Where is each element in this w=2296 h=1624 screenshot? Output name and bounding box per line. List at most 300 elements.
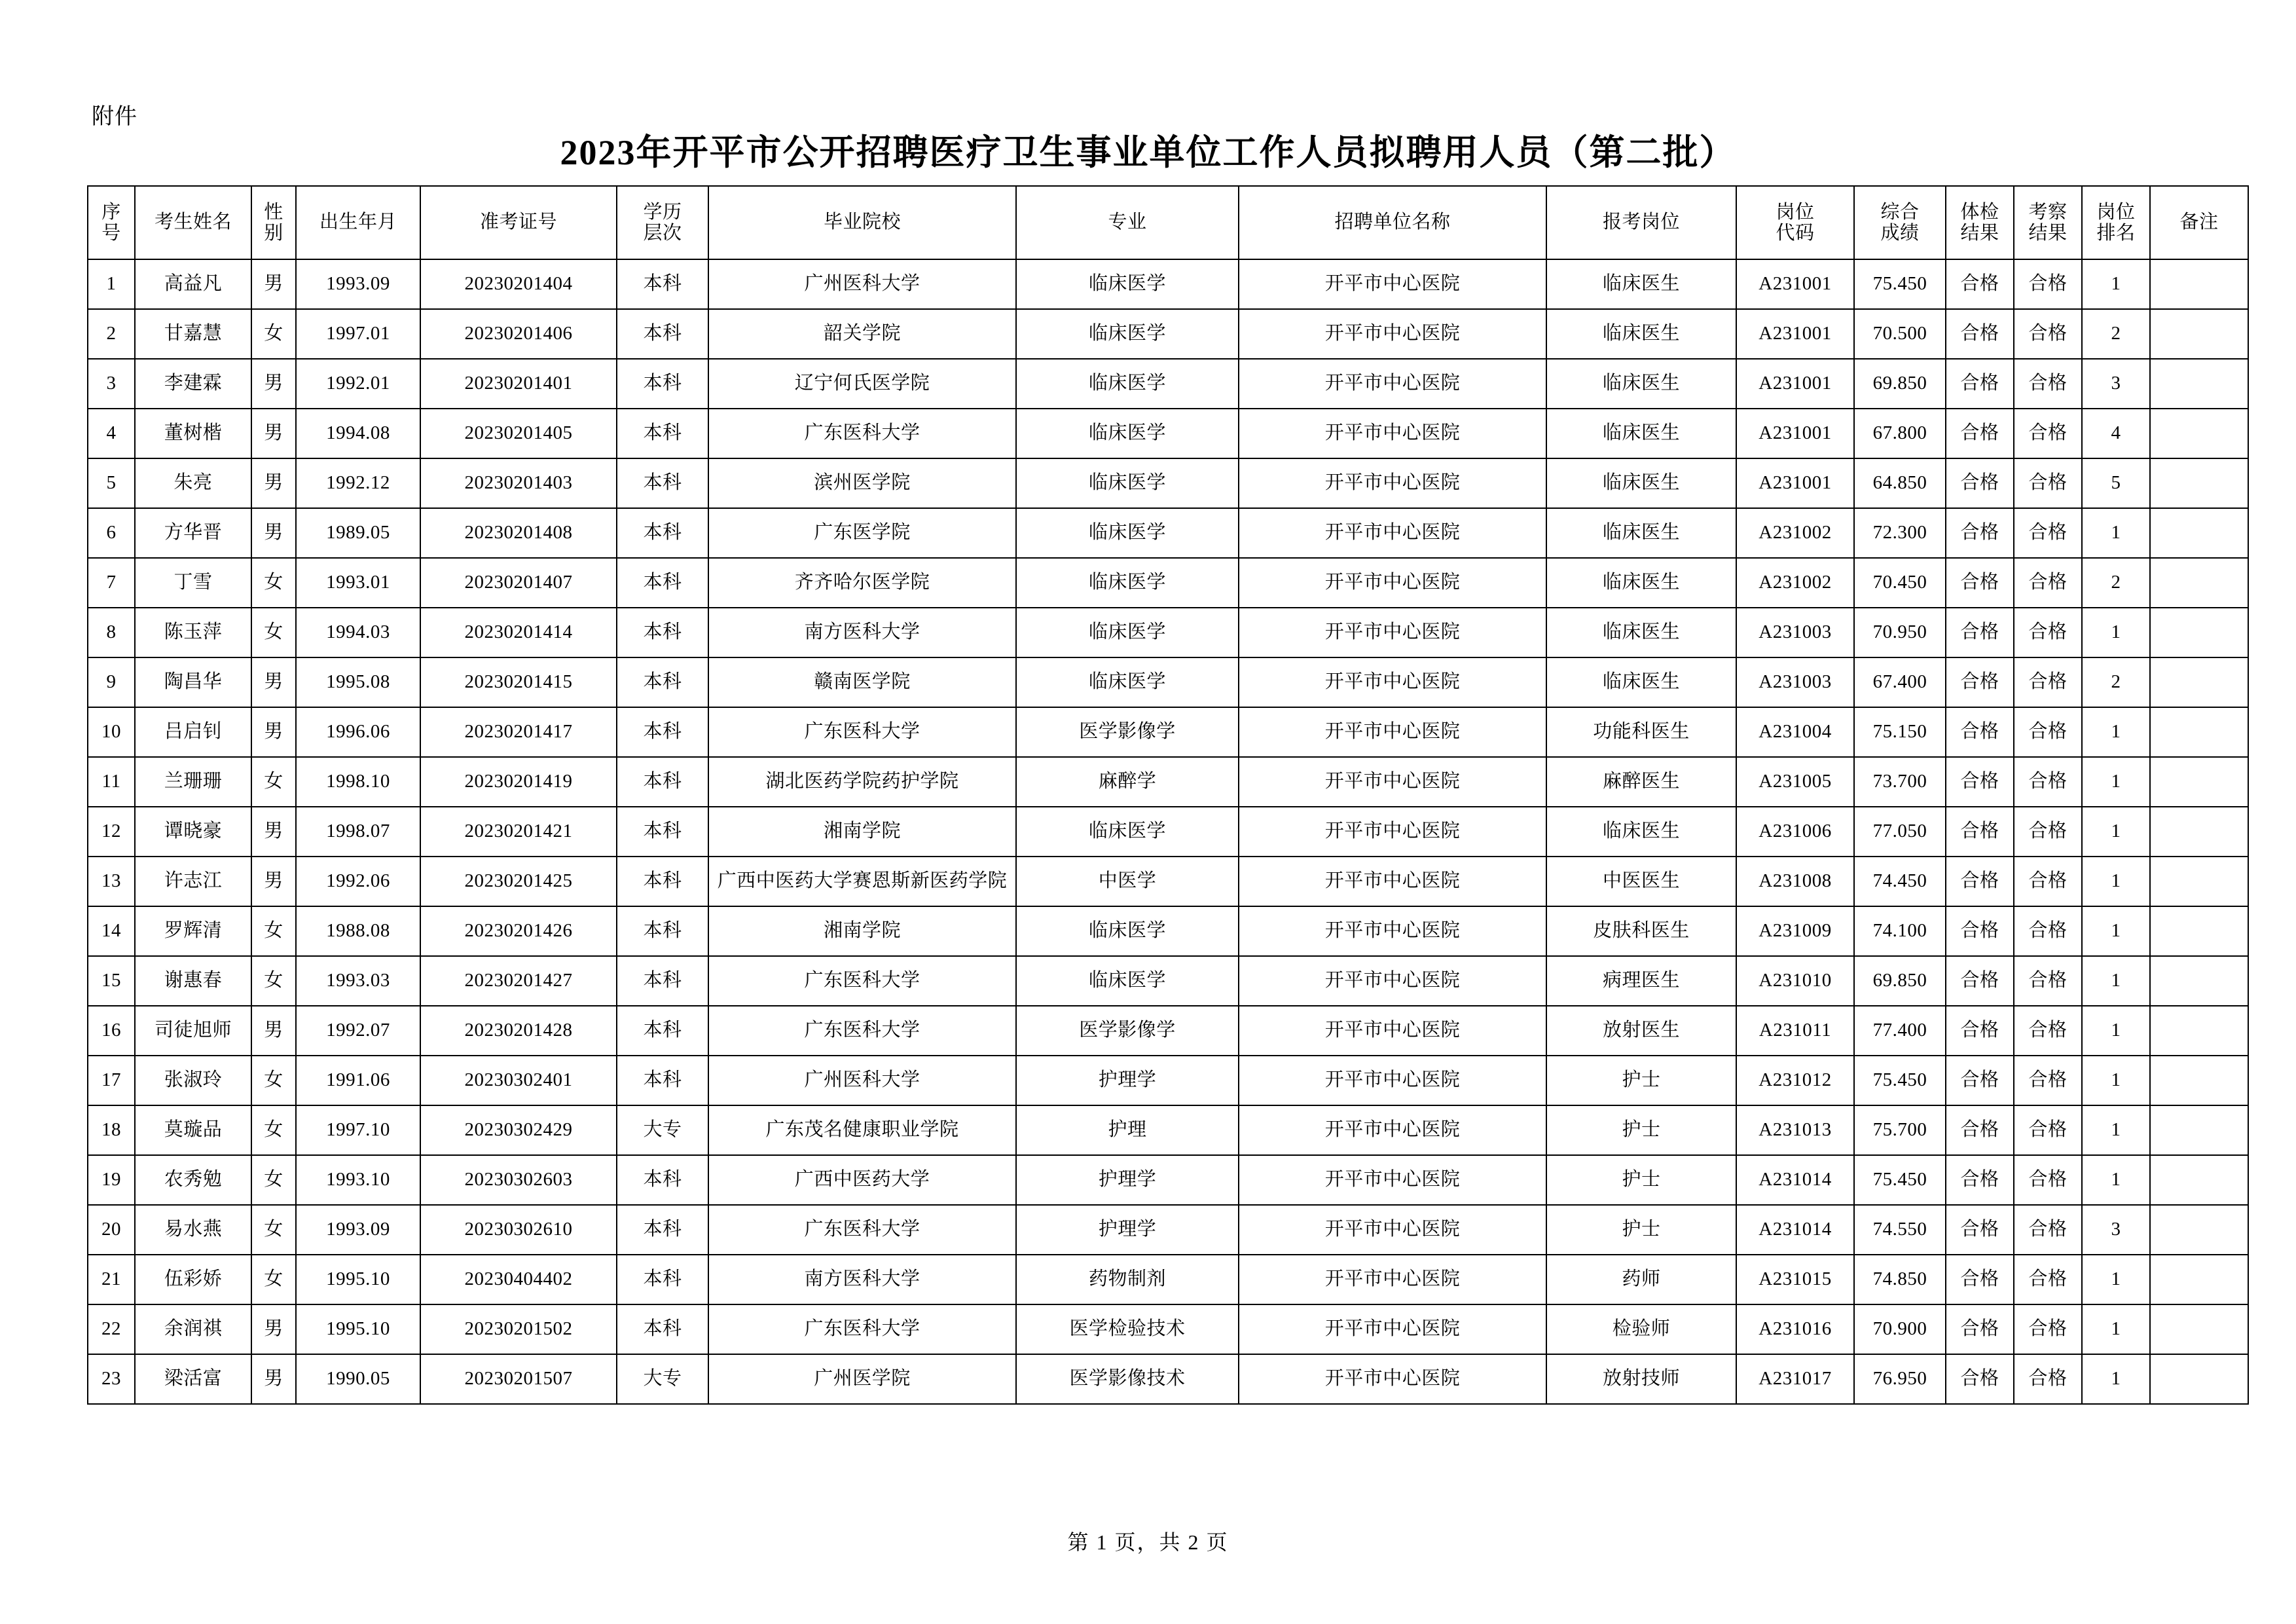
cell-education (617, 1105, 708, 1155)
cell-school (708, 657, 1016, 707)
cell-exam-number (420, 1255, 617, 1304)
cell-major (1016, 608, 1239, 657)
cell-post-code-text: A231011 (1758, 1020, 1832, 1041)
cell-score (1854, 1155, 1946, 1205)
cell-post-code (1736, 906, 1854, 956)
cell-rank-text: 1 (2111, 920, 2121, 942)
column-header-education (617, 186, 708, 259)
cell-inspection (2014, 1304, 2082, 1354)
cell-index-text: 16 (101, 1020, 121, 1041)
cell-index (88, 757, 135, 807)
cell-physical-text: 合格 (1960, 1268, 1999, 1290)
cell-score (1854, 608, 1946, 657)
cell-index-text: 18 (101, 1119, 121, 1141)
cell-post-text: 中医医生 (1602, 870, 1680, 892)
cell-unit (1239, 1304, 1546, 1354)
cell-name-text: 李建霖 (164, 373, 223, 394)
cell-major-text: 医学影像技术 (1069, 1368, 1186, 1390)
cell-physical (1946, 1155, 2014, 1205)
cell-sex-text: 女 (264, 1268, 283, 1290)
cell-score-text: 67.800 (1872, 422, 1927, 444)
cell-birth (296, 359, 420, 409)
cell-score (1854, 458, 1946, 508)
table-body (88, 259, 2248, 1404)
cell-post-text: 护士 (1622, 1069, 1661, 1091)
cell-exam-number-text: 20230201403 (464, 472, 573, 494)
cell-inspection-text: 合格 (2028, 373, 2068, 394)
cell-post-text: 临床医生 (1602, 373, 1680, 394)
cell-exam-number-text: 20230201404 (464, 273, 573, 295)
cell-school (708, 409, 1016, 458)
cell-major (1016, 458, 1239, 508)
cell-physical-text: 合格 (1960, 621, 1999, 643)
cell-inspection-text: 合格 (2028, 273, 2068, 295)
cell-name-text: 方华晋 (164, 522, 223, 544)
column-header-post: 报考岗位 (1546, 186, 1736, 259)
cell-physical (1946, 458, 2014, 508)
cell-remark (2150, 956, 2248, 1006)
hiring-list-table (87, 185, 2249, 1405)
cell-unit (1239, 956, 1546, 1006)
cell-sex-text: 女 (264, 572, 283, 593)
cell-rank-text: 2 (2111, 572, 2121, 593)
column-header-index-line2: 号 (101, 223, 121, 244)
cell-education (617, 1255, 708, 1304)
column-header-rank (2082, 186, 2150, 259)
cell-score-text: 74.100 (1872, 920, 1927, 942)
cell-unit (1239, 757, 1546, 807)
cell-sex-text: 男 (264, 870, 283, 892)
cell-school (708, 1006, 1016, 1056)
cell-post (1546, 1304, 1736, 1354)
cell-score-text: 67.400 (1872, 671, 1927, 693)
cell-major-text: 麻醉学 (1098, 771, 1157, 792)
page-footer: 第 1 页，共 2 页 (1067, 1530, 1229, 1554)
cell-name (135, 1105, 251, 1155)
cell-rank (2082, 508, 2150, 558)
cell-score-text: 75.450 (1872, 1169, 1927, 1190)
cell-exam-number-text: 20230201405 (464, 422, 573, 444)
cell-rank (2082, 608, 2150, 657)
cell-birth-text: 1993.09 (326, 1219, 390, 1240)
cell-post-code-text: A231001 (1758, 422, 1832, 444)
cell-unit-text: 开平市中心医院 (1324, 771, 1461, 792)
cell-post (1546, 359, 1736, 409)
cell-inspection (2014, 259, 2082, 309)
cell-inspection-text: 合格 (2028, 572, 2068, 593)
cell-birth (296, 458, 420, 508)
cell-unit-text: 开平市中心医院 (1324, 572, 1461, 593)
cell-unit (1239, 458, 1546, 508)
cell-post-code (1736, 409, 1854, 458)
column-header-post-code (1736, 186, 1854, 259)
cell-rank (2082, 906, 2150, 956)
cell-birth-text: 1995.10 (326, 1268, 390, 1290)
cell-unit (1239, 1354, 1546, 1404)
cell-school (708, 1304, 1016, 1354)
cell-birth-text: 1995.08 (326, 671, 390, 693)
cell-school (708, 558, 1016, 608)
cell-exam-number (420, 608, 617, 657)
cell-exam-number-text: 20230404402 (464, 1268, 573, 1290)
cell-inspection-text: 合格 (2028, 1368, 2068, 1390)
cell-index-text: 9 (106, 671, 117, 693)
column-header-remark: 备注 (2150, 186, 2248, 259)
cell-name (135, 359, 251, 409)
cell-physical (1946, 259, 2014, 309)
cell-school (708, 1056, 1016, 1105)
cell-physical-text: 合格 (1960, 422, 1999, 444)
cell-birth (296, 707, 420, 757)
cell-remark (2150, 359, 2248, 409)
cell-inspection-text: 合格 (2028, 1219, 2068, 1240)
cell-index-text: 14 (101, 920, 121, 942)
cell-birth-text: 1995.10 (326, 1318, 390, 1340)
cell-education (617, 956, 708, 1006)
cell-inspection-text: 合格 (2028, 970, 2068, 991)
cell-education-text: 本科 (643, 970, 682, 991)
cell-index-text: 1 (106, 273, 117, 295)
cell-birth-text: 1988.08 (326, 920, 390, 942)
cell-education (617, 608, 708, 657)
cell-physical-text: 合格 (1960, 323, 1999, 344)
cell-inspection (2014, 309, 2082, 359)
cell-index-text: 2 (106, 323, 117, 344)
cell-name-text: 高益凡 (164, 273, 223, 295)
cell-major (1016, 707, 1239, 757)
cell-birth (296, 757, 420, 807)
table-row (88, 508, 2248, 558)
cell-post (1546, 807, 1736, 857)
cell-name (135, 807, 251, 857)
cell-name (135, 309, 251, 359)
cell-sex-text: 女 (264, 1069, 283, 1091)
cell-sex (251, 857, 296, 906)
cell-school-text: 赣南医学院 (814, 671, 911, 693)
cell-physical-text: 合格 (1960, 1219, 1999, 1240)
cell-remark (2150, 1006, 2248, 1056)
cell-score-text: 77.400 (1872, 1020, 1927, 1041)
cell-remark (2150, 409, 2248, 458)
cell-post-code (1736, 1354, 1854, 1404)
cell-score-text: 69.850 (1872, 970, 1927, 991)
cell-index (88, 309, 135, 359)
cell-remark (2150, 757, 2248, 807)
cell-education (617, 359, 708, 409)
cell-major (1016, 1304, 1239, 1354)
cell-post-code (1736, 259, 1854, 309)
cell-unit-text: 开平市中心医院 (1324, 1169, 1461, 1190)
cell-index-text: 13 (101, 870, 121, 892)
cell-physical (1946, 558, 2014, 608)
cell-sex (251, 1205, 296, 1255)
cell-sex (251, 1304, 296, 1354)
cell-exam-number (420, 757, 617, 807)
cell-post-text: 临床医生 (1602, 671, 1680, 693)
cell-unit-text: 开平市中心医院 (1324, 323, 1461, 344)
table-row (88, 1255, 2248, 1304)
column-header-sex (251, 186, 296, 259)
cell-exam-number (420, 807, 617, 857)
cell-school (708, 956, 1016, 1006)
cell-education (617, 259, 708, 309)
cell-index (88, 1255, 135, 1304)
cell-inspection (2014, 757, 2082, 807)
cell-rank-text: 1 (2111, 1169, 2121, 1190)
cell-score-text: 74.550 (1872, 1219, 1927, 1240)
cell-name-text: 余润祺 (164, 1318, 223, 1340)
cell-major (1016, 657, 1239, 707)
cell-exam-number-text: 20230201406 (464, 323, 573, 344)
cell-post-text: 护士 (1622, 1169, 1661, 1190)
cell-post-code (1736, 608, 1854, 657)
cell-unit (1239, 906, 1546, 956)
column-header-inspection-line2: 结果 (2028, 223, 2068, 244)
cell-birth-text: 1994.08 (326, 422, 390, 444)
column-header-physical-line2: 结果 (1960, 223, 1999, 244)
cell-rank (2082, 1006, 2150, 1056)
cell-post (1546, 608, 1736, 657)
cell-rank-text: 2 (2111, 323, 2121, 344)
cell-school (708, 309, 1016, 359)
cell-physical (1946, 409, 2014, 458)
cell-major (1016, 1155, 1239, 1205)
cell-name-text: 甘嘉慧 (164, 323, 223, 344)
cell-major (1016, 1105, 1239, 1155)
column-header-education-line2: 层次 (643, 223, 682, 244)
cell-post-text: 临床医生 (1602, 273, 1680, 295)
cell-sex-text: 男 (264, 721, 283, 743)
cell-remark (2150, 608, 2248, 657)
cell-physical (1946, 1006, 2014, 1056)
cell-school (708, 1205, 1016, 1255)
cell-score-text: 72.300 (1872, 522, 1927, 544)
cell-inspection-text: 合格 (2028, 621, 2068, 643)
table-row (88, 1006, 2248, 1056)
cell-inspection-text: 合格 (2028, 522, 2068, 544)
cell-physical (1946, 309, 2014, 359)
cell-score (1854, 1304, 1946, 1354)
cell-unit-text: 开平市中心医院 (1324, 522, 1461, 544)
cell-school-text: 广东茂名健康职业学院 (765, 1119, 959, 1141)
cell-physical-text: 合格 (1960, 970, 1999, 991)
column-header-score-line2: 成绩 (1880, 223, 1920, 244)
cell-index (88, 1155, 135, 1205)
cell-exam-number-text: 20230201502 (464, 1318, 573, 1340)
cell-exam-number (420, 1105, 617, 1155)
cell-birth (296, 1354, 420, 1404)
cell-education (617, 409, 708, 458)
cell-name-text: 罗辉清 (164, 920, 223, 942)
cell-birth (296, 956, 420, 1006)
cell-rank (2082, 259, 2150, 309)
cell-major-text: 临床医学 (1088, 970, 1166, 991)
cell-post-text: 临床医生 (1602, 522, 1680, 544)
cell-school-text: 南方医科大学 (804, 1268, 920, 1290)
cell-exam-number-text: 20230201425 (464, 870, 573, 892)
cell-post-text: 临床医生 (1602, 572, 1680, 593)
cell-index (88, 1205, 135, 1255)
cell-exam-number (420, 409, 617, 458)
cell-unit (1239, 608, 1546, 657)
cell-school-text: 广东医学院 (814, 522, 911, 544)
cell-exam-number-text: 20230302401 (464, 1069, 573, 1091)
table-row (88, 409, 2248, 458)
cell-major (1016, 956, 1239, 1006)
cell-rank-text: 1 (2111, 771, 2121, 792)
cell-major (1016, 309, 1239, 359)
cell-education-text: 本科 (643, 1318, 682, 1340)
cell-education-text: 本科 (643, 522, 682, 544)
cell-unit-text: 开平市中心医院 (1324, 1268, 1461, 1290)
cell-remark (2150, 1304, 2248, 1354)
cell-education (617, 458, 708, 508)
table-row (88, 1354, 2248, 1404)
cell-education (617, 1304, 708, 1354)
cell-sex (251, 1255, 296, 1304)
cell-score-text: 73.700 (1872, 771, 1927, 792)
cell-exam-number-text: 20230201426 (464, 920, 573, 942)
cell-inspection-text: 合格 (2028, 1169, 2068, 1190)
cell-physical (1946, 1205, 2014, 1255)
cell-name (135, 657, 251, 707)
cell-rank-text: 5 (2111, 472, 2121, 494)
cell-inspection (2014, 409, 2082, 458)
cell-unit-text: 开平市中心医院 (1324, 821, 1461, 842)
cell-inspection (2014, 857, 2082, 906)
cell-inspection (2014, 906, 2082, 956)
cell-post-code-text: A231005 (1758, 771, 1832, 792)
cell-birth (296, 1255, 420, 1304)
cell-post-code-text: A231010 (1758, 970, 1832, 991)
cell-physical (1946, 1304, 2014, 1354)
table-row (88, 1304, 2248, 1354)
cell-sex (251, 1006, 296, 1056)
cell-post-code-text: A231015 (1758, 1268, 1832, 1290)
cell-post (1546, 1205, 1736, 1255)
cell-major (1016, 409, 1239, 458)
table-row (88, 906, 2248, 956)
cell-physical (1946, 906, 2014, 956)
cell-post (1546, 657, 1736, 707)
table-row (88, 458, 2248, 508)
cell-school (708, 857, 1016, 906)
cell-sex (251, 1105, 296, 1155)
cell-birth-text: 1992.12 (326, 472, 390, 494)
cell-birth-text: 1989.05 (326, 522, 390, 544)
column-header-physical-line1: 体检 (1960, 201, 1999, 223)
cell-score (1854, 1006, 1946, 1056)
cell-name (135, 857, 251, 906)
cell-score-text: 64.850 (1872, 472, 1927, 494)
table-row (88, 1155, 2248, 1205)
cell-post-code (1736, 757, 1854, 807)
cell-post (1546, 757, 1736, 807)
cell-education-text: 本科 (643, 671, 682, 693)
cell-index-text: 11 (101, 771, 121, 792)
column-header-inspection-line1: 考察 (2028, 201, 2068, 223)
cell-inspection-text: 合格 (2028, 1268, 2068, 1290)
cell-inspection (2014, 458, 2082, 508)
cell-name-text: 梁活富 (164, 1368, 223, 1390)
cell-post-code-text: A231006 (1758, 821, 1832, 842)
cell-major (1016, 558, 1239, 608)
cell-exam-number (420, 956, 617, 1006)
cell-exam-number-text: 20230201401 (464, 373, 573, 394)
cell-name (135, 1006, 251, 1056)
cell-rank (2082, 1105, 2150, 1155)
cell-name (135, 1155, 251, 1205)
cell-school (708, 608, 1016, 657)
cell-exam-number (420, 1006, 617, 1056)
cell-post-code (1736, 558, 1854, 608)
cell-major-text: 药物制剂 (1088, 1268, 1166, 1290)
cell-rank (2082, 1255, 2150, 1304)
cell-school (708, 458, 1016, 508)
cell-sex-text: 女 (264, 1119, 283, 1141)
cell-name-text: 董树楷 (164, 422, 223, 444)
cell-post-code (1736, 1304, 1854, 1354)
cell-rank (2082, 1205, 2150, 1255)
cell-inspection (2014, 558, 2082, 608)
cell-major (1016, 1255, 1239, 1304)
cell-school-text: 齐齐哈尔医学院 (794, 572, 930, 593)
cell-exam-number (420, 309, 617, 359)
cell-inspection-text: 合格 (2028, 422, 2068, 444)
cell-name (135, 558, 251, 608)
column-header-physical (1946, 186, 2014, 259)
cell-inspection-text: 合格 (2028, 671, 2068, 693)
cell-sex-text: 男 (264, 422, 283, 444)
column-header-school: 毕业院校 (708, 186, 1016, 259)
cell-school-text: 湘南学院 (823, 821, 901, 842)
cell-birth (296, 558, 420, 608)
cell-physical (1946, 707, 2014, 757)
cell-education-text: 本科 (643, 373, 682, 394)
cell-sex (251, 259, 296, 309)
cell-sex (251, 1354, 296, 1404)
cell-post (1546, 259, 1736, 309)
table-row (88, 309, 2248, 359)
cell-education-text: 大专 (643, 1368, 682, 1390)
table-row (88, 657, 2248, 707)
cell-score (1854, 707, 1946, 757)
cell-index (88, 707, 135, 757)
table-row (88, 707, 2248, 757)
cell-post (1546, 309, 1736, 359)
cell-index (88, 359, 135, 409)
table-row (88, 1105, 2248, 1155)
cell-major-text: 护理 (1108, 1119, 1147, 1141)
cell-school-text: 广东医科大学 (804, 1318, 920, 1340)
cell-major (1016, 359, 1239, 409)
cell-sex (251, 309, 296, 359)
cell-unit-text: 开平市中心医院 (1324, 621, 1461, 643)
cell-major-text: 临床医学 (1088, 422, 1166, 444)
cell-physical (1946, 359, 2014, 409)
cell-physical-text: 合格 (1960, 373, 1999, 394)
cell-exam-number-text: 20230201417 (464, 721, 573, 743)
cell-rank-text: 4 (2111, 422, 2121, 444)
table-row (88, 1205, 2248, 1255)
cell-physical (1946, 1354, 2014, 1404)
cell-rank-text: 1 (2111, 273, 2121, 295)
cell-name (135, 409, 251, 458)
cell-inspection (2014, 1255, 2082, 1304)
cell-post (1546, 458, 1736, 508)
cell-index (88, 458, 135, 508)
cell-post (1546, 1105, 1736, 1155)
